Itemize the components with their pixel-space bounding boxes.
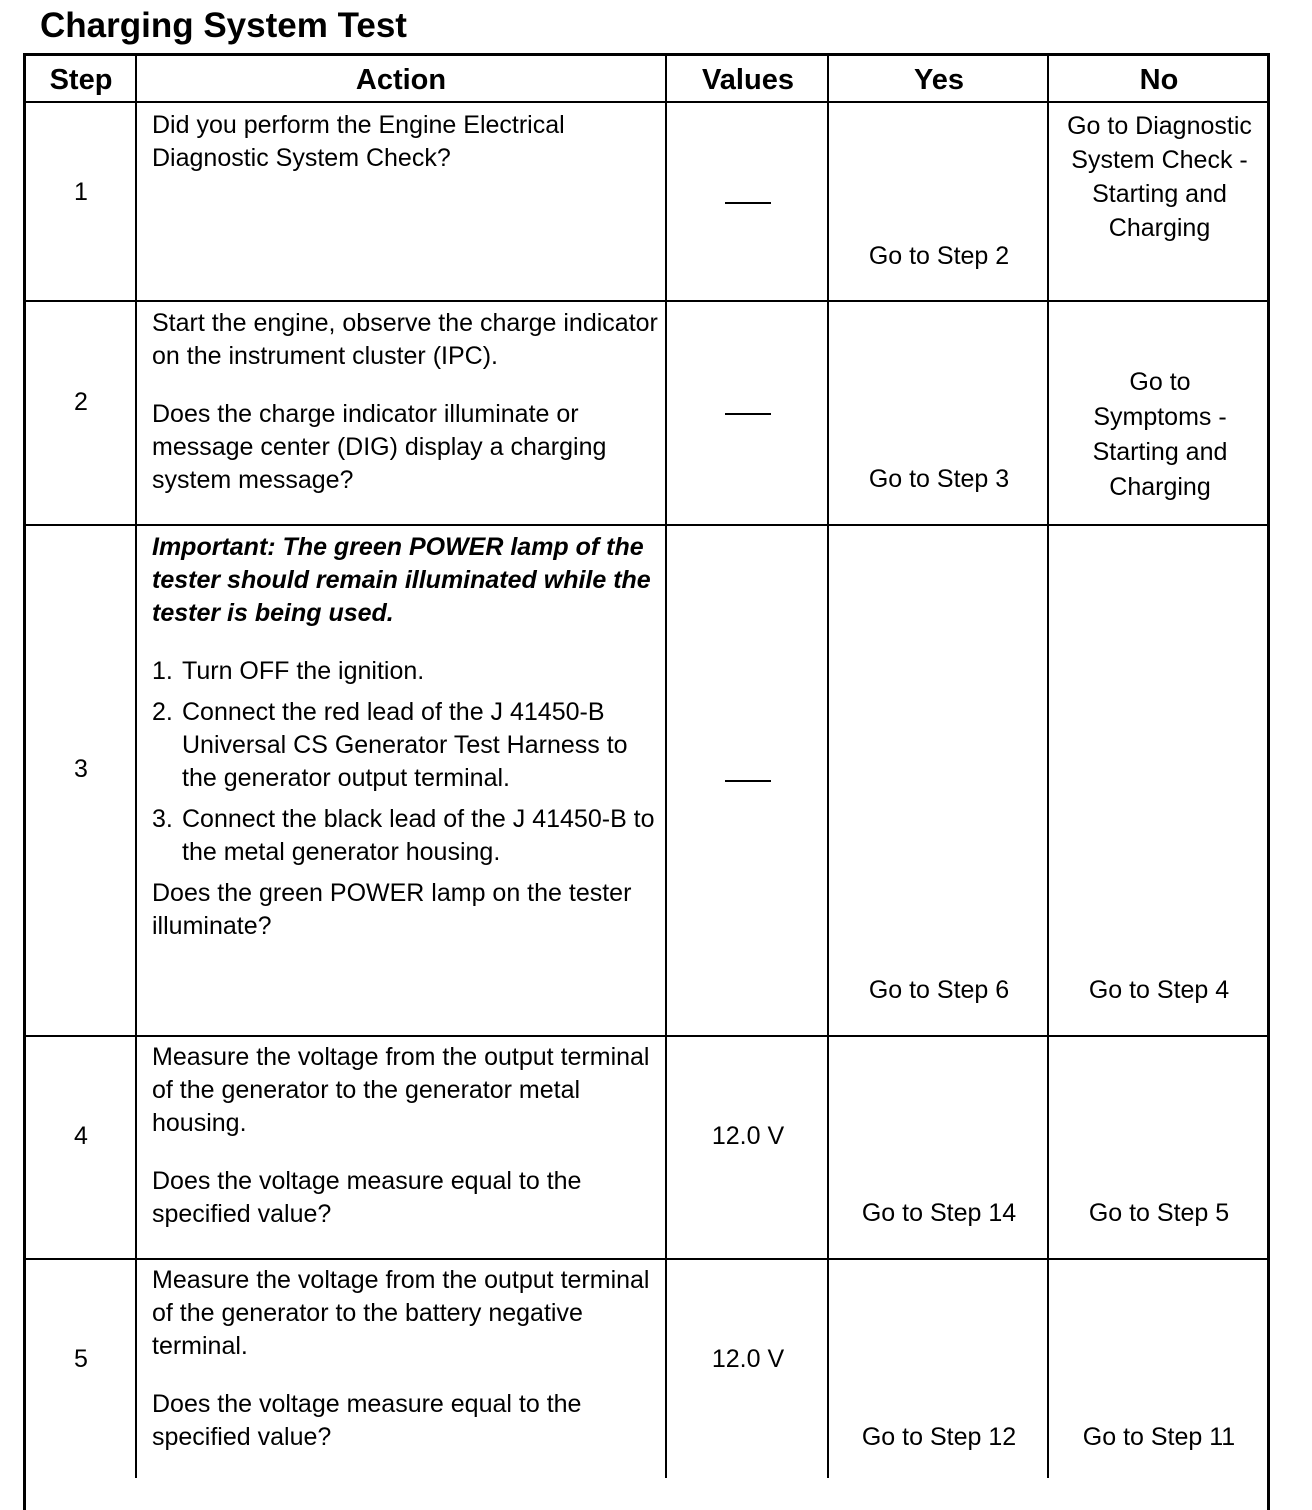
header-values: Values xyxy=(702,64,794,96)
action-question: Does the green POWER lamp on the tester illuminate? xyxy=(152,879,632,940)
yes-result: Go to Step 12 xyxy=(861,1423,1017,1451)
procedure-list xyxy=(152,655,662,869)
important-note: Important: The green POWER lamp of the tester should remain illuminated while the tester is being used. xyxy=(152,533,651,627)
row-divider xyxy=(23,524,1270,526)
row-divider xyxy=(23,1258,1270,1260)
action-paragraph: Does the voltage measure equal to the specified value? xyxy=(152,1390,582,1451)
dash-mark xyxy=(725,413,771,415)
list-item: 1. Turn OFF the ignition. xyxy=(152,657,425,685)
action-paragraph: Measure the voltage from the output terminal of the generator to the battery negative terminal. xyxy=(152,1266,650,1360)
step-number: 5 xyxy=(74,1345,88,1373)
step-number: 3 xyxy=(74,755,88,783)
value-text: 12.0 V xyxy=(711,1122,785,1150)
action-text xyxy=(152,1264,662,1454)
no-result: Go to Symptoms - Starting and Charging xyxy=(1092,368,1228,501)
page-title: Charging System Test xyxy=(40,6,407,45)
action-paragraph: Did you perform the Engine Electrical Diagnostic System Check? xyxy=(152,111,565,172)
header-yes: Yes xyxy=(914,64,964,96)
step-number: 2 xyxy=(74,388,88,416)
action-paragraph: Start the engine, observe the charge indicator on the instrument cluster (IPC). xyxy=(152,309,658,370)
yes-result: Go to Step 6 xyxy=(868,976,1010,1004)
row-divider xyxy=(23,300,1270,302)
dash-mark xyxy=(725,780,771,782)
step-number: 1 xyxy=(74,178,88,206)
action-text xyxy=(152,531,662,943)
action-text xyxy=(152,1041,662,1231)
header-no: No xyxy=(1139,64,1179,96)
step-number: 4 xyxy=(74,1122,88,1150)
row-divider xyxy=(23,1035,1270,1037)
yes-result: Go to Step 2 xyxy=(868,242,1010,270)
list-item: 2. Connect the red lead of the J 41450-B Universal CS Generator Test Harness to the generator output terminal. xyxy=(152,698,628,792)
action-text xyxy=(152,109,662,175)
no-result: Go to Step 4 xyxy=(1088,976,1230,1004)
header-action: Action xyxy=(355,64,447,96)
dash-mark xyxy=(725,202,771,204)
action-paragraph: Does the charge indicator illuminate or message center (DIG) display a charging system message? xyxy=(152,400,607,494)
value-empty xyxy=(668,397,828,430)
yes-result: Go to Step 14 xyxy=(861,1199,1017,1227)
header-step: Step xyxy=(49,64,113,96)
yes-result: Go to Step 3 xyxy=(868,465,1010,493)
value-empty xyxy=(668,764,828,797)
action-paragraph: Does the voltage measure equal to the specified value? xyxy=(152,1167,582,1228)
action-paragraph: Measure the voltage from the output terminal of the generator to the generator metal housing. xyxy=(152,1043,650,1137)
no-result: Go to Step 5 xyxy=(1088,1199,1230,1227)
value-empty xyxy=(668,186,828,219)
no-result: Go to Diagnostic System Check - Starting and Charging xyxy=(1067,112,1252,242)
list-item: 3. Connect the black lead of the J 41450-B to the metal generator housing. xyxy=(152,805,655,866)
value-text: 12.0 V xyxy=(711,1345,785,1373)
column-divider xyxy=(665,53,667,1478)
no-result: Go to Step 11 xyxy=(1082,1423,1236,1451)
action-text xyxy=(152,307,662,497)
